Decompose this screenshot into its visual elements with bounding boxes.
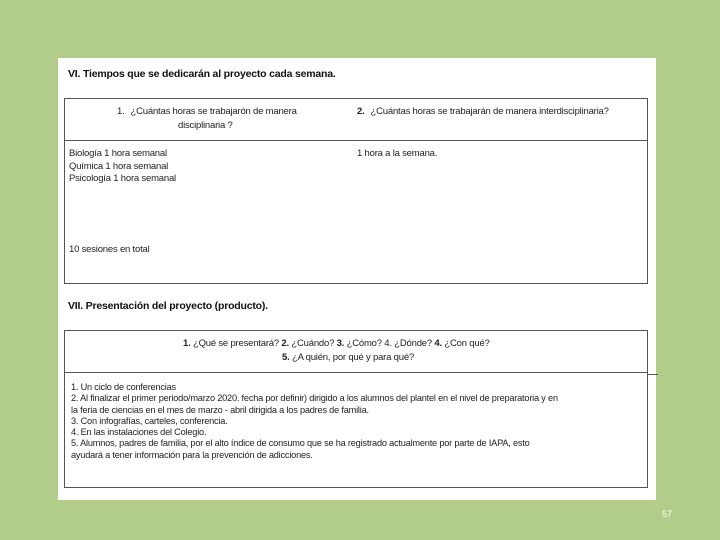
- answer-line: 3. Con infografías, carteles, conferencia.: [71, 415, 228, 426]
- answer-psicologia: Psicología 1 hora semanal: [69, 173, 176, 184]
- q-num-1: 1.: [183, 338, 191, 349]
- section-7-table: [64, 330, 648, 488]
- q-text-2: ¿Cuándo?: [291, 338, 335, 349]
- table-line-overflow: [648, 374, 658, 375]
- answer-quimica: Química 1 hora semanal: [69, 160, 169, 172]
- question-1: [117, 106, 297, 119]
- slide-number: 57: [662, 509, 673, 519]
- answer-line: ayudará a tener información para la prevención de adicciones.: [71, 449, 313, 460]
- q-num-4: 4.: [384, 338, 392, 349]
- right-answer: 1 hora a la semana.: [357, 148, 438, 159]
- q-text-1: ¿Qué se presentará?: [192, 338, 279, 349]
- q-text-6: ¿A quién, por qué y para qué?: [291, 352, 414, 363]
- answer-biologia: Biología 1 hora semanal: [69, 148, 167, 159]
- presentation-questions-line2: [282, 352, 414, 365]
- q-text-3: ¿Cómo?: [346, 338, 382, 349]
- left-answer-list: [69, 148, 176, 186]
- section-7-title: VII. Presentación del proyecto (producto).: [68, 300, 268, 312]
- answer-line: la feria de ciencias en el mes de marzo - abril dirigida a los padres de familia.: [71, 404, 369, 415]
- question-2-number: 2.: [357, 106, 365, 117]
- document-page: [58, 58, 656, 500]
- question-1-number: 1.: [117, 106, 125, 117]
- answer-line: 4. En las instalaciones del Colegio.: [71, 427, 207, 438]
- q-num-5: 4.: [434, 338, 442, 349]
- answer-line: 5. Alumnos, padres de familia, por el alto índice de consumo que se ha registrado actualmente por parte de IAPA, esto: [71, 438, 530, 449]
- presentation-answer-list: [71, 382, 558, 461]
- q-text-4: ¿Dónde?: [394, 338, 432, 349]
- answer-line: 2. Al finalizar el primer periodo/marzo 2020. fecha por definir) dirigido a los alumnos del plantel en el nivel de preparatoria y en: [71, 393, 558, 404]
- q-num-6: 5.: [282, 352, 290, 363]
- q-text-5: ¿Con qué?: [444, 338, 490, 349]
- left-total: 10 sesiones en total: [69, 244, 150, 255]
- presentation-questions-line1: [183, 338, 490, 351]
- section-6-table: [64, 98, 648, 284]
- row-divider: [65, 372, 647, 373]
- question-1-text-line1: ¿Cuántas horas se trabajarón de manera: [130, 106, 297, 117]
- q-num-2: 2.: [281, 338, 289, 349]
- answer-line: 1. Un ciclo de conferencias: [71, 382, 176, 392]
- section-6-title: VI. Tiempos que se dedicarán al proyecto cada semana.: [68, 68, 336, 80]
- q-num-3: 3.: [336, 338, 345, 349]
- question-1-text-line2: disciplinaria ?: [178, 120, 233, 131]
- row-divider: [65, 140, 647, 141]
- question-2-text: ¿Cuántas horas se trabajarán de manera interdisciplinaria?: [370, 106, 609, 117]
- question-2: [357, 106, 609, 119]
